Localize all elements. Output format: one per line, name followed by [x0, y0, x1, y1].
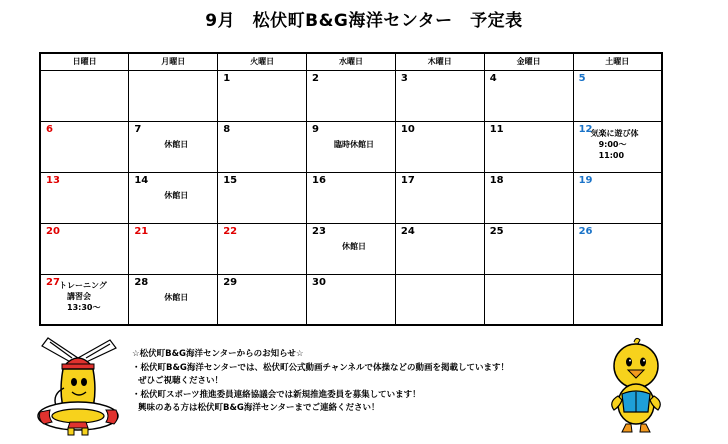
calendar-day-cell — [40, 223, 129, 274]
calendar-day-cell — [484, 121, 573, 172]
day-number: 1 — [223, 72, 231, 84]
lighthouse-mascot-icon — [30, 336, 126, 436]
calendar-day-cell — [307, 223, 396, 274]
calendar-day-cell — [40, 172, 129, 223]
calendar-day-cell — [573, 223, 662, 274]
day-number: 21 — [134, 225, 149, 237]
event-note-line: 休館日 — [164, 139, 189, 149]
day-number: 28 — [134, 276, 149, 288]
calendar-day-cell — [129, 70, 218, 121]
weekday-sunday: 日曜日 — [40, 53, 129, 70]
day-number: 15 — [223, 174, 238, 186]
day-number: 29 — [223, 276, 238, 288]
calendar-day-cell — [573, 274, 662, 325]
day-number: 17 — [400, 174, 415, 186]
day-event-note — [59, 280, 107, 313]
day-number: 11 — [489, 123, 504, 135]
calendar-day-cell — [573, 70, 662, 121]
day-number: 22 — [223, 225, 238, 237]
weekday-monday: 月曜日 — [129, 53, 218, 70]
calendar-day-cell — [129, 121, 218, 172]
calendar-day-cell — [129, 274, 218, 325]
calendar-day-cell — [218, 172, 307, 223]
day-number: 19 — [578, 174, 593, 186]
event-note-line: 臨時休館日 — [333, 139, 374, 149]
calendar-day-cell — [218, 223, 307, 274]
calendar-body — [40, 70, 662, 325]
calendar-day-cell — [129, 172, 218, 223]
day-number: 5 — [578, 72, 586, 84]
day-event-note — [307, 241, 395, 252]
day-number: 24 — [400, 225, 415, 237]
event-note-line: トレーニング — [59, 280, 107, 290]
weekday-thursday: 木曜日 — [395, 53, 484, 70]
calendar-day-cell — [40, 121, 129, 172]
day-event-note — [129, 190, 217, 201]
weekday-wednesday: 水曜日 — [307, 53, 396, 70]
event-note-line: 13:30～ — [67, 302, 101, 312]
calendar-day-cell — [307, 274, 396, 325]
day-number: 14 — [134, 174, 149, 186]
calendar-day-cell — [395, 121, 484, 172]
calendar-day-cell — [484, 274, 573, 325]
weekday-header-row — [40, 53, 662, 70]
weekday-friday: 金曜日 — [484, 53, 573, 70]
event-note-line: 11:00 — [598, 150, 625, 160]
day-number: 9 — [312, 123, 319, 135]
day-number: 3 — [400, 72, 408, 84]
notice-line: ・松伏町スポーツ推進委員連絡協議会では新規推進委員を募集しています！ — [132, 389, 421, 400]
calendar-day-cell — [395, 223, 484, 274]
day-number: 18 — [489, 174, 504, 186]
day-event-note — [307, 139, 395, 150]
day-number: 30 — [312, 276, 326, 288]
calendar-day-cell — [218, 274, 307, 325]
notice-heading: ☆松伏町B&G海洋センターからのお知らせ☆ — [132, 349, 304, 359]
day-number: 23 — [312, 225, 326, 237]
event-note-line: 講習会 — [67, 291, 91, 301]
day-number: 25 — [489, 225, 504, 237]
calendar-day-cell — [307, 172, 396, 223]
weekday-tuesday: 火曜日 — [218, 53, 307, 70]
day-number: 10 — [400, 123, 415, 135]
calendar-day-cell — [40, 274, 129, 325]
calendar-day-cell — [129, 223, 218, 274]
calendar-day-cell — [218, 121, 307, 172]
calendar-week-row — [40, 274, 662, 325]
event-note-line: 休館日 — [341, 241, 366, 251]
event-note-line: 休館日 — [164, 292, 189, 302]
day-number: 16 — [312, 174, 326, 186]
calendar-day-cell — [484, 223, 573, 274]
calendar-week-row — [40, 172, 662, 223]
weekday-saturday: 土曜日 — [573, 53, 662, 70]
calendar-day-cell — [484, 70, 573, 121]
event-note-line: 休館日 — [164, 190, 189, 200]
day-number: 2 — [312, 72, 319, 84]
calendar-day-cell — [307, 121, 396, 172]
calendar-day-cell — [573, 121, 662, 172]
calendar-day-cell — [218, 70, 307, 121]
notice-line: ・松伏町B&G海洋センターでは、松伏町公式動画チャンネルで体操などの動画を掲載しています！ — [132, 362, 510, 373]
calendar-week-row — [40, 223, 662, 274]
day-number: 7 — [134, 123, 142, 135]
calendar-day-cell — [395, 70, 484, 121]
calendar-day-cell — [573, 172, 662, 223]
calendar-day-cell — [484, 172, 573, 223]
day-number: 13 — [46, 174, 60, 186]
event-note-line: 9:00～ — [598, 139, 627, 149]
notice-line: ぜひご視聴ください！ — [138, 376, 224, 386]
schedule-calendar — [39, 52, 663, 326]
calendar-day-cell — [395, 172, 484, 223]
notice-line: 興味のある方は松伏町B&G海洋センターまでご連絡ください！ — [138, 403, 380, 413]
notice-box — [132, 348, 602, 416]
chick-mascot-icon — [604, 336, 668, 436]
day-event-note — [591, 128, 639, 161]
calendar-day-cell — [395, 274, 484, 325]
day-event-note — [129, 292, 217, 303]
day-event-note — [129, 139, 217, 150]
day-number: 26 — [578, 225, 593, 237]
day-number: 12 — [578, 123, 593, 135]
day-number: 27 — [46, 276, 60, 288]
day-number: 20 — [46, 225, 60, 237]
day-number: 8 — [223, 123, 231, 135]
event-note-line: 気楽に遊び体 — [590, 128, 639, 138]
calendar-day-cell — [40, 70, 129, 121]
calendar-day-cell — [307, 70, 396, 121]
calendar-week-row — [40, 121, 662, 172]
day-number: 4 — [489, 72, 497, 84]
calendar-week-row — [40, 70, 662, 121]
page-title: 9月 松伏町B&G海洋センター 予定表 — [205, 11, 523, 31]
day-number: 6 — [46, 123, 53, 135]
